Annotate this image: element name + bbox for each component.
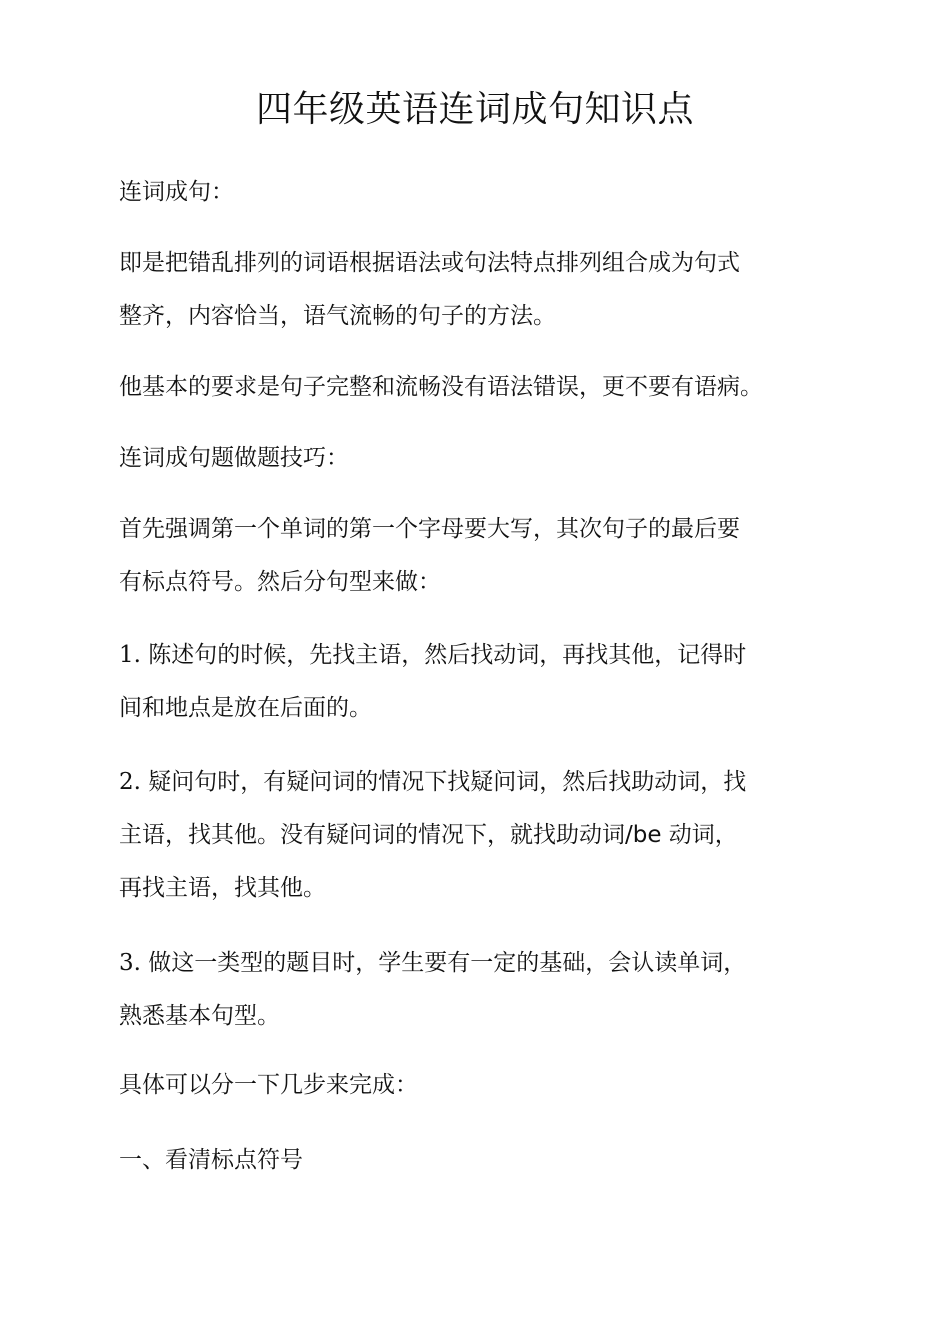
item-number: 3. (119, 950, 141, 976)
list-item-3 (119, 937, 839, 1043)
text-line: 首先强调第一个单词的第一个字母要大写，其次句子的最后要 (119, 516, 740, 542)
text-line: 3. 做这一类型的题目时，学生要有一定的基础，会认读单词， (119, 950, 747, 976)
tips-intro-paragraph (119, 503, 839, 609)
list-item-1 (119, 629, 839, 735)
text-line: 再找主语，找其他。 (119, 875, 326, 901)
section-heading-tips: 连词成句题做题技巧： (119, 445, 349, 471)
text-line: 整齐，内容恰当，语气流畅的句子的方法。 (119, 303, 556, 329)
text-line: 有标点符号。然后分句型来做： (119, 569, 441, 595)
definition-paragraph (119, 237, 839, 343)
text-line: 2. 疑问句时，有疑问词的情况下找疑问词，然后找助动词，找 (119, 769, 747, 795)
text-line: 主语，找其他。没有疑问词的情况下，就找助动词/be 动词， (119, 822, 738, 848)
item-number: 2. (119, 769, 141, 795)
page-title: 四年级英语连词成句知识点 (255, 89, 694, 130)
requirement-paragraph: 他基本的要求是句子完整和流畅没有语法错误，更不要有语病。 (119, 374, 763, 400)
item-number: 1. (119, 642, 141, 668)
text-line: 熟悉基本句型。 (119, 1003, 280, 1029)
text-line: 1. 陈述句的时候，先找主语，然后找动词，再找其他，记得时 (119, 642, 747, 668)
section-heading-lianci: 连词成句： (119, 179, 234, 205)
list-item-2 (119, 756, 839, 915)
steps-intro-paragraph: 具体可以分一下几步来完成： (119, 1072, 418, 1098)
text-line: 间和地点是放在后面的。 (119, 695, 372, 721)
step-heading-1: 一、看清标点符号 (119, 1147, 303, 1173)
text-line: 即是把错乱排列的词语根据语法或句法特点排列组合成为句式 (119, 250, 740, 276)
